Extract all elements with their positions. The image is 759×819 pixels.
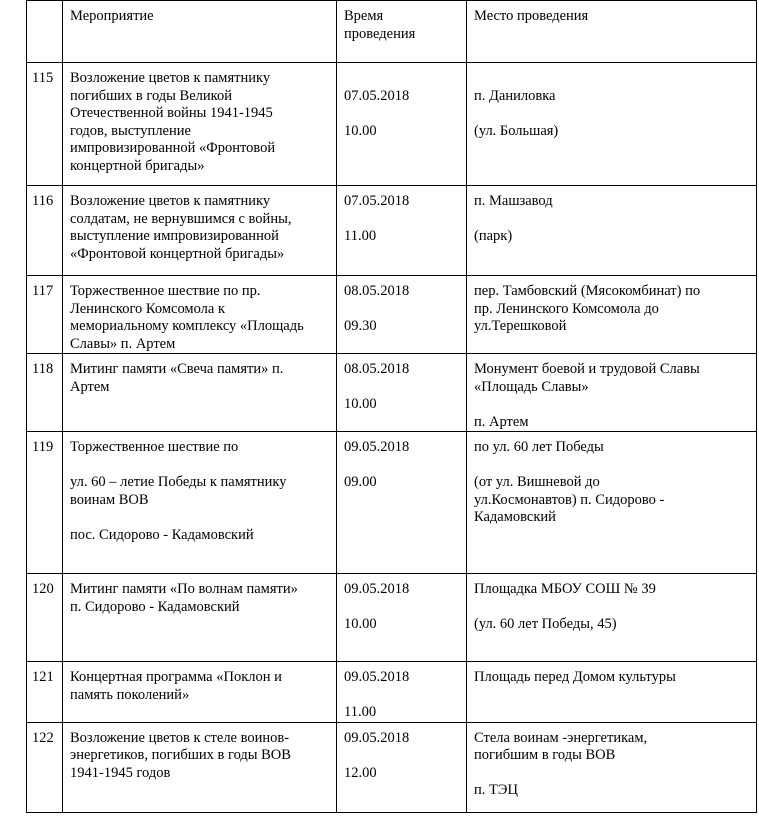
table-row xyxy=(27,276,757,354)
time-cell: 08.05.2018 09.30 xyxy=(337,276,467,354)
row-number: 116 xyxy=(27,186,63,276)
table-row xyxy=(27,186,757,276)
row-number: 120 xyxy=(27,574,63,662)
event-cell: Митинг памяти «По волнам памяти» п. Сидорово - Кадамовский xyxy=(63,574,337,662)
time-cell: 08.05.2018 10.00 xyxy=(337,354,467,432)
place-cell: пер. Тамбовский (Мясокомбинат) по пр. Ленинского Комсомола до ул.Терешковой xyxy=(467,276,757,354)
table-row xyxy=(27,574,757,662)
header-place-cell: Место проведения xyxy=(467,1,757,63)
place-cell: Монумент боевой и трудовой Славы «Площадь Славы» п. Артем xyxy=(467,354,757,432)
place-cell: п. Даниловка (ул. Большая) xyxy=(467,63,757,186)
events-table xyxy=(26,0,757,813)
table-row xyxy=(27,354,757,432)
event-cell: Возложение цветов к памятнику солдатам, не вернувшимся с войны, выступление импровизированной «Фронтовой концертной бригады» xyxy=(63,186,337,276)
row-number: 115 xyxy=(27,63,63,186)
time-cell: 07.05.2018 10.00 xyxy=(337,63,467,186)
event-cell: Митинг памяти «Свеча памяти» п. Артем xyxy=(63,354,337,432)
time-cell: 09.05.2018 11.00 xyxy=(337,662,467,723)
place-cell: Площадка МБОУ СОШ № 39 (ул. 60 лет Победы, 45) xyxy=(467,574,757,662)
event-cell: Возложение цветов к стеле воинов- энергетиков, погибших в годы ВОВ 1941-1945 годов xyxy=(63,722,337,812)
time-cell: 09.05.2018 10.00 xyxy=(337,574,467,662)
header-event-cell: Мероприятие xyxy=(63,1,337,63)
table-row xyxy=(27,662,757,723)
table-row xyxy=(27,63,757,186)
event-cell: Возложение цветов к памятнику погибших в годы Великой Отечественной войны 1941-1945 годов, выступление импровизированной «Фронтовой концертной бригады» xyxy=(63,63,337,186)
place-cell: п. Машзавод (парк) xyxy=(467,186,757,276)
event-cell: Торжественное шествие по ул. 60 – летие Победы к памятнику воинам ВОВ пос. Сидорово - Кадамовский xyxy=(63,432,337,574)
row-number: 117 xyxy=(27,276,63,354)
row-number: 118 xyxy=(27,354,63,432)
place-cell: Стела воинам -энергетикам, погибшим в годы ВОВ п. ТЭЦ xyxy=(467,722,757,812)
row-number: 121 xyxy=(27,662,63,723)
table-row xyxy=(27,432,757,574)
header-row xyxy=(27,1,757,63)
time-cell: 09.05.2018 09.00 xyxy=(337,432,467,574)
place-cell: по ул. 60 лет Победы (от ул. Вишневой до ул.Космонавтов) п. Сидорово - Кадамовский xyxy=(467,432,757,574)
table-row xyxy=(27,722,757,812)
place-cell: Площадь перед Домом культуры xyxy=(467,662,757,723)
row-number: 119 xyxy=(27,432,63,574)
time-cell: 09.05.2018 12.00 xyxy=(337,722,467,812)
header-time-cell: Время проведения xyxy=(337,1,467,63)
header-num-cell xyxy=(27,1,63,63)
event-cell: Торжественное шествие по пр. Ленинского Комсомола к мемориальному комплексу «Площадь Славы» п. Артем xyxy=(63,276,337,354)
event-cell: Концертная программа «Поклон и память поколений» xyxy=(63,662,337,723)
time-cell: 07.05.2018 11.00 xyxy=(337,186,467,276)
row-number: 122 xyxy=(27,722,63,812)
